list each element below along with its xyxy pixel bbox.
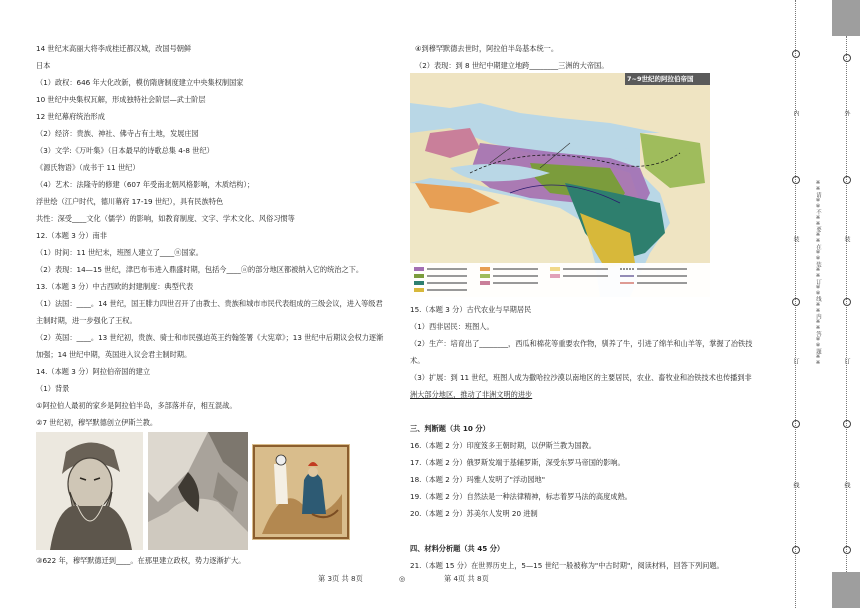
binding-mark: 内 [792,110,799,116]
binding-mark: 线 [843,482,850,488]
arab-empire-map [410,73,710,297]
question-heading: 12.（本题 3 分）南非 [36,231,107,240]
text-line: （2）表现：到 8 世纪中期建立地跨________三洲的大帝国。 [415,61,609,70]
question-item: 21.（本题 15 分）在世界历史上，5—15 世纪一般被称为"中古时期"，阅读材料，回答下列问题。 [410,561,724,570]
painting-image [252,444,350,540]
page-separator-icon: ◎ [399,574,406,583]
map-title: 7~9世纪的阿拉伯帝国 [627,75,694,83]
text-line: ④到穆罕默德去世时，阿拉伯半岛基本统一。 [415,44,559,53]
page-number-right: 第 4页 共 8页 [444,574,489,583]
text-line: 主制时期，进一步强化了王权。 [36,316,137,325]
binding-mark: 订 [792,358,799,364]
text-line: 共性：深受____文化（儒学）的影响，如教育制度、文字、学术文化、风俗习惯等 [36,214,295,223]
question-heading: 14.（本题 3 分）阿拉伯帝国的建立 [36,367,151,376]
page-number-left: 第 3页 共 8页 [318,574,363,583]
binding-instruction: ※※请※※不※※要※※在※※装※※订※※线※※内※※答※※题※※ [815,180,821,366]
question-heading: 15.（本题 3 分）古代农业与早期居民 [410,305,532,314]
question-item: 16.（本题 2 分）印度笈多王朝时期，以伊斯兰教为国教。 [410,441,596,450]
binding-mark: 订 [843,358,850,364]
question-item: 20.（本题 2 分）苏美尔人发明 20 进制 [410,509,538,518]
text-line: （2）经济：贵族、神社、佛寺占有土地，发展庄园 [36,129,199,138]
text-line: 加强；14 世纪中期，英国进入议会君主制时期。 [36,350,192,359]
question-item: 19.（本题 2 分）自然法是一种法律精神，标志着罗马法的高度成熟。 [410,492,632,501]
text-line: （1）法国：____。14 世纪，国王腓力四世召开了由教士、贵族和城市市民代表组成的三级会议，进入等级君 [36,299,383,308]
binding-mark: 装 [843,236,850,242]
binding-margin [791,0,860,608]
cave-photo-image [148,432,248,550]
text-line: 洲大部分地区，推动了非洲文明的进步 [410,390,533,399]
text-line: （1）西非居民：班图人。 [410,322,494,331]
text-line: （2）表现：14—15 世纪，津巴布韦进入鼎盛时期，包括今____ⓐ的部分地区都被纳入它的统治之下。 [36,265,364,274]
map-graphic [410,73,710,297]
binding-mark: 装 [792,236,799,242]
binding-mark: 线 [792,482,799,488]
text-line: （2）英国：____。13 世纪初，贵族、骑士和市民强迫英王约翰签署《大宪章》；13 世纪中后期议会权力逐渐 [36,333,384,342]
text-line: ①阿拉伯人最初的家乡是阿拉伯半岛，多部落并存，相互混战。 [36,401,237,410]
section-heading: 三、判断题（共 10 分） [410,424,490,433]
text-line: 12 世纪幕府统治形成 [36,112,105,121]
text-line: （1）政权：646 年大化改新，模仿隋唐制度建立中央集权制国家 [36,78,244,87]
binding-mark: 外 [843,110,850,116]
text-line: ②7 世纪初，穆罕默德创立伊斯兰教。 [36,418,158,427]
question-heading: 13.（本题 3 分）中古西欧的封建制度：典型代表 [36,282,194,291]
margin-block-bottom [832,572,860,608]
text-line: （2）生产：培育出了________，西瓜和棉花等重要农作物，驯养了牛，引进了绵羊和山羊等，掌握了冶铁技 [410,339,753,348]
text-line: （3）文学:《万叶集》（日本最早的诗歌总集 4-8 世纪） [36,146,214,155]
portrait-sketch-image [36,432,143,550]
text-line: 10 世纪中央集权瓦解，形成独特社会阶层—武士阶层 [36,95,206,104]
question-item: 17.（本题 2 分）俄罗斯发端于基辅罗斯，深受东罗马帝国的影响。 [410,458,625,467]
section-heading: 四、材料分析题（共 45 分） [410,544,505,553]
text-line: 14 世纪末高丽大将李成桂迁都汉城，改国号朝鲜 [36,44,192,53]
margin-block-top [832,0,860,36]
text-line: 浮世绘（江户时代，德川幕府 17-19 世纪），具有民族特色 [36,197,224,206]
text-line: （3）扩展：到 11 世纪，班图人成为撒哈拉沙漠以南地区的主要居民，农业、畜牧业和冶铁技术也传播到非 [410,373,752,382]
text-line: 术。 [410,356,425,365]
text-line: （1）时间：11 世纪末，班图人建立了____ⓝ国家。 [36,248,203,257]
question-item: 18.（本题 2 分）玛雅人发明了"浮动园地" [410,475,545,484]
text-line: 《源氏物语》（成书于 11 世纪） [36,163,140,172]
text-line: （4）艺术：法隆寺的修建（607 年受南北朝风格影响，木质结构）； [36,180,255,189]
text-line: （1）背景 [36,384,70,393]
text-line: ③622 年，穆罕默德迁到____。在那里建立政权，势力逐渐扩大。 [36,556,246,565]
text-line: 日本 [36,61,51,70]
